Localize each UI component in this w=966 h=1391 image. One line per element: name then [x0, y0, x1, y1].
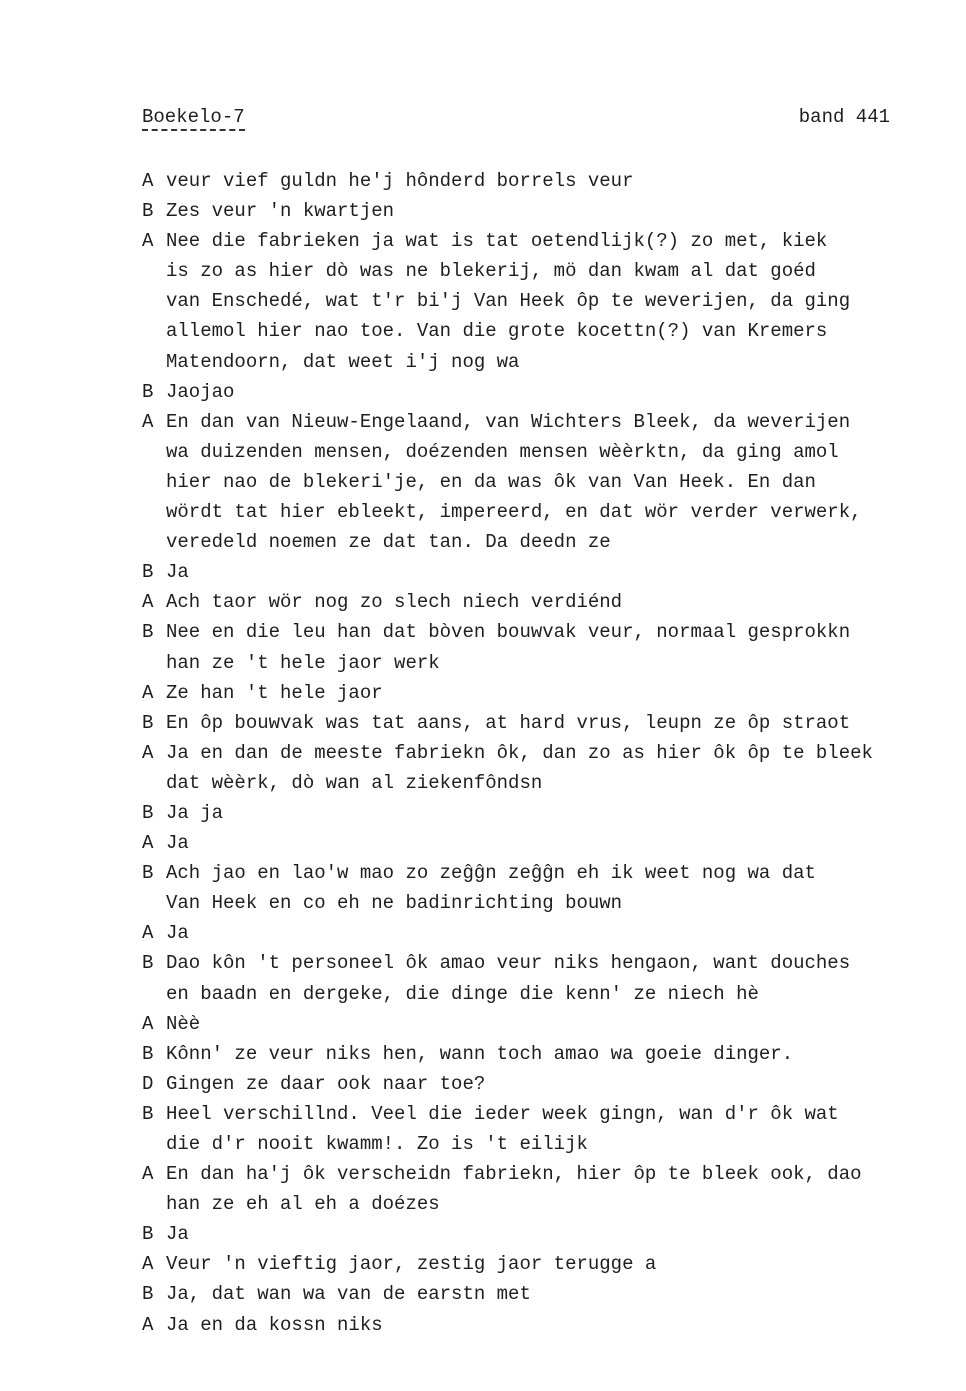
- transcript-turn: [142, 1069, 942, 1099]
- transcript-turn: [142, 1099, 942, 1159]
- transcript-turn: [142, 708, 942, 738]
- turn-text-line: Jaojao: [166, 380, 235, 403]
- turn-text-line: wördt tat hier ebleekt, impereerd, en dat wör verder verwerk,: [166, 501, 862, 524]
- turn-text-line: wa duizenden mensen, doézenden mensen wèèrktn, da ging amol: [166, 440, 839, 463]
- turn-text-line: Ja en da kossn niks: [166, 1313, 383, 1336]
- transcript-turn: [142, 828, 942, 858]
- turn-text-line: Matendoorn, dat weet i'j nog wa: [166, 350, 520, 373]
- turn-text-line: Nee en die leu han dat bòven bouwvak veur, normaal gesprokkn: [166, 621, 851, 644]
- transcript-turn: [142, 226, 942, 376]
- transcript-turn: [142, 557, 942, 587]
- turn-text-line: hier nao de blekeri'je, en da was ôk van Van Heek. En dan: [166, 470, 816, 493]
- transcript: [142, 166, 942, 1340]
- speaker-label: B: [142, 1102, 154, 1125]
- turn-text-line: Gingen ze daar ook naar toe?: [166, 1072, 486, 1095]
- transcript-turn: [142, 587, 942, 617]
- transcript-turn: [142, 617, 942, 677]
- turn-text-line: Van Heek en co eh ne badinrichting bouwn: [166, 892, 623, 915]
- transcript-turn: [142, 1310, 942, 1340]
- speaker-label: B: [142, 561, 154, 584]
- transcript-turn: [142, 1159, 942, 1219]
- speaker-label: B: [142, 952, 154, 975]
- turn-text-line: allemol hier nao toe. Van die grote kocettn(?) van Kremers: [166, 320, 828, 343]
- turn-text-line: is zo as hier dò was ne blekerij, mö dan kwam al dat goéd: [166, 260, 816, 283]
- turn-text-line: van Enschedé, wat t'r bi'j Van Heek ôp te weverijen, da ging: [166, 290, 851, 313]
- turn-text-line: En ôp bouwvak was tat aans, at hard vrus, leupn ze ôp straot: [166, 711, 851, 734]
- turn-text-line: Kônn' ze veur niks hen, wann toch amao wa goeie dinger.: [166, 1042, 794, 1065]
- speaker-label: B: [142, 200, 154, 223]
- speaker-label: B: [142, 711, 154, 734]
- turn-text-line: Ja: [166, 922, 189, 945]
- turn-text-line: han ze 't hele jaor werk: [166, 651, 440, 674]
- transcript-turn: [142, 738, 942, 798]
- turn-text-line: veredeld noemen ze dat tan. Da deedn ze: [166, 531, 611, 554]
- turn-text-line: Ach taor wör nog zo slech niech verdiénd: [166, 591, 623, 614]
- turn-text-line: en baadn en dergeke, die dinge die kenn' ze niech hè: [166, 982, 759, 1005]
- turn-text-line: han ze eh al eh a doézes: [166, 1193, 440, 1216]
- transcript-turn: [142, 1009, 942, 1039]
- speaker-label: B: [142, 862, 154, 885]
- transcript-turn: [142, 1219, 942, 1249]
- transcript-turn: [142, 196, 942, 226]
- turn-text-line: Ja: [166, 1223, 189, 1246]
- turn-text-line: Ze han 't hele jaor: [166, 681, 383, 704]
- turn-text-line: Ja ja: [166, 801, 224, 824]
- turn-text-line: die d'r nooit kwamm!. Zo is 't eilijk: [166, 1133, 588, 1155]
- transcript-turn: [142, 1039, 942, 1069]
- turn-text-line: dat wèèrk, dò wan al ziekenfôndsn: [166, 771, 543, 794]
- turn-text-line: Nèè: [166, 1012, 201, 1035]
- speaker-label: B: [142, 380, 154, 403]
- transcript-turn: [142, 407, 942, 557]
- transcript-turn: [142, 377, 942, 407]
- speaker-label: B: [142, 801, 154, 824]
- turn-text-line: Ja, dat wan wa van de earstn met: [166, 1283, 531, 1306]
- transcript-turn: [142, 918, 942, 948]
- turn-text-line: Nee die fabrieken ja wat is tat oetendlijk(?) zo met, kiek: [166, 230, 828, 253]
- speaker-label: B: [142, 1223, 154, 1246]
- turn-text-line: En dan ha'j ôk verscheidn fabriekn, hier ôp te bleek ook, dao: [166, 1163, 862, 1186]
- speaker-label: A: [142, 591, 154, 614]
- transcript-turn: [142, 798, 942, 828]
- transcript-turn: [142, 1279, 942, 1309]
- page-title: Boekelo-7: [142, 106, 245, 131]
- transcript-turn: [142, 678, 942, 708]
- turn-text-line: Heel verschillnd. Veel die ieder week gingn, wan d'r ôk wat: [166, 1102, 839, 1125]
- speaker-label: A: [142, 170, 154, 192]
- speaker-label: D: [142, 1072, 154, 1095]
- speaker-label: B: [142, 621, 154, 644]
- speaker-label: A: [142, 1163, 154, 1186]
- transcript-turn: [142, 858, 942, 918]
- turn-text-line: Zes veur 'n kwartjen: [166, 200, 395, 223]
- speaker-label: B: [142, 1042, 154, 1065]
- band-number: band 441: [798, 106, 890, 128]
- speaker-label: A: [142, 681, 154, 704]
- speaker-label: A: [142, 230, 154, 253]
- speaker-label: B: [142, 1283, 154, 1306]
- transcript-turn: [142, 948, 942, 1008]
- turn-text-line: Ach jao en lao'w mao zo zeĝĝn zeĝĝn eh ik weet nog wa dat: [166, 862, 816, 885]
- speaker-label: A: [142, 741, 154, 764]
- speaker-label: A: [142, 1012, 154, 1035]
- turn-text-line: En dan van Nieuw-Engelaand, van Wichters Bleek, da weverijen: [166, 410, 851, 433]
- turn-text-line: veur vief guldn he'j hônderd borrels veur: [166, 170, 634, 192]
- speaker-label: A: [142, 922, 154, 945]
- transcript-turn: [142, 1249, 942, 1279]
- turn-text-line: Ja en dan de meeste fabriekn ôk, dan zo as hier ôk ôp te bleek: [166, 741, 873, 764]
- turn-text-line: Dao kôn 't personeel ôk amao veur niks hengaon, want douches: [166, 952, 851, 975]
- speaker-label: A: [142, 410, 154, 433]
- transcript-turn: [142, 166, 942, 196]
- turn-text-line: Ja: [166, 832, 189, 855]
- speaker-label: A: [142, 1313, 154, 1336]
- turn-text-line: Ja: [166, 561, 189, 584]
- speaker-label: A: [142, 832, 154, 855]
- turn-text-line: Veur 'n vieftig jaor, zestig jaor terugge a: [166, 1253, 657, 1276]
- speaker-label: A: [142, 1253, 154, 1276]
